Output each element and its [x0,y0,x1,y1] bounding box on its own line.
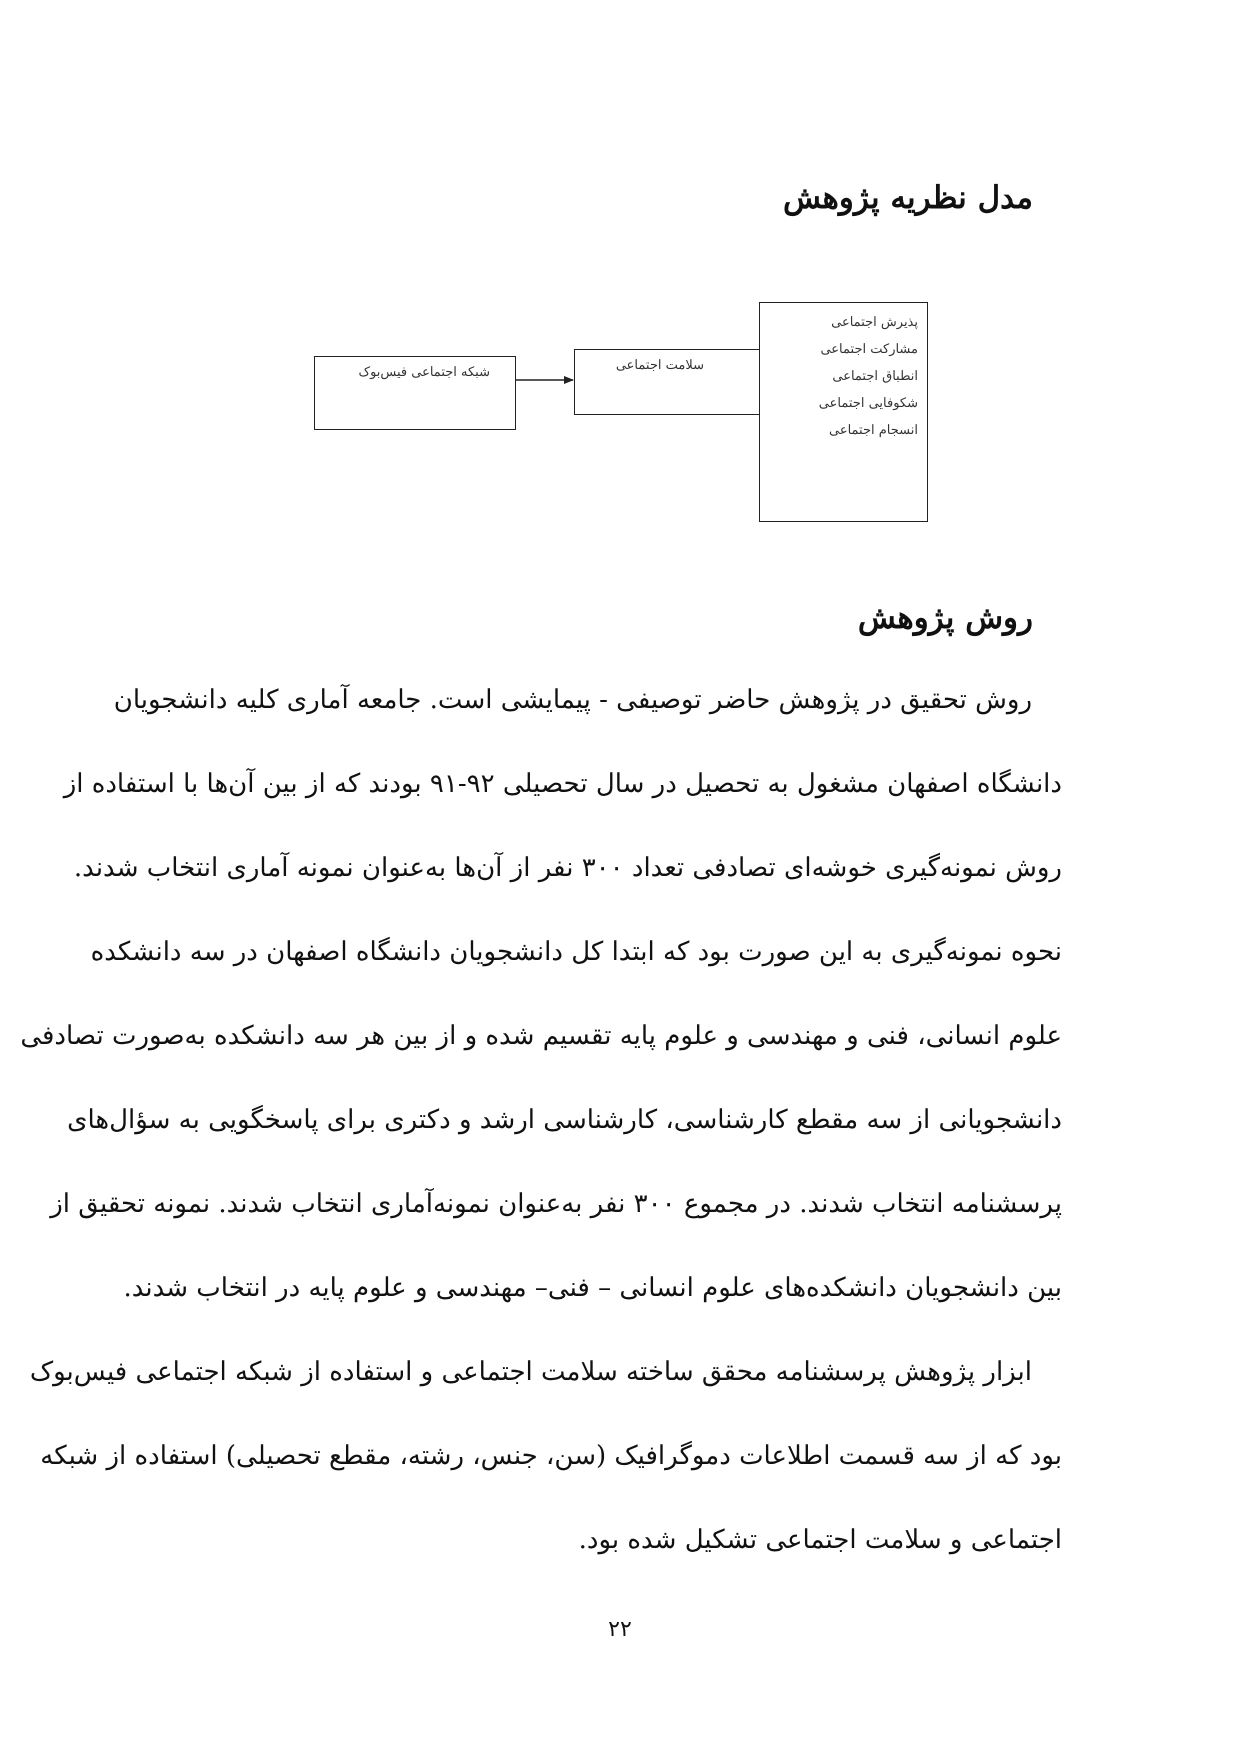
body-line: ابزار پژوهش پرسشنامه محقق ساخته سلامت اجتماعی و استفاده از شبکه اجتماعی فیس‌بوک [29,1357,1032,1387]
dimension-item: انطباق اجتماعی [832,369,918,384]
body-line: علوم انسانی، فنی و مهندسی و علوم پایه تقسیم شده و از بین هر سه دانشکده به‌صورت تصادفی [20,1021,1062,1051]
body-line: بین دانشجویان دانشکده‌های علوم انسانی – فنی– مهندسی و علوم پایه در انتخاب شدند. [123,1273,1062,1303]
body-line: دانشگاه اصفهان مشغول به تحصیل در سال تحصیلی ۹۲-۹۱ بودند که از بین آن‌ها با استفاده از [63,769,1062,799]
section-heading-research-method: روش پژوهش [857,600,1033,636]
dimension-item: انسجام اجتماعی [828,423,918,438]
social-health-label: سلامت اجتماعی [615,358,704,373]
dimension-item: مشارکت اجتماعی [820,342,918,357]
body-line: بود که از سه قسمت اطلاعات دموگرافیک (سن، جنس، رشته، مقطع تحصیلی) استفاده از شبکه [40,1441,1062,1471]
body-line: روش تحقیق در پژوهش حاضر توصیفی - پیمایشی است. جامعه آماری کلیه دانشجویان [113,685,1032,715]
section-heading-theoretical-model: مدل نظریه پژوهش [783,180,1033,216]
body-line: روش نمونه‌گیری خوشه‌ای تصادفی تعداد ۳۰۰ نفر از آن‌ها به‌عنوان نمونه آماری انتخاب شدند. [73,853,1062,883]
diagram-connectors [0,0,1240,560]
page-number: ۲۲ [608,1617,632,1642]
research-model-diagram [0,0,1240,560]
body-line: پرسشنامه انتخاب شدند. در مجموع ۳۰۰ نفر به‌عنوان نمونه‌آماری انتخاب شدند. نمونه تحقیق از [50,1189,1062,1219]
dimension-item: شکوفایی اجتماعی [818,396,918,411]
body-paragraphs [20,668,1062,1592]
social-health-dimensions-list [819,312,918,447]
body-line: اجتماعی و سلامت اجتماعی تشکیل شده بود. [578,1525,1062,1555]
facebook-network-label: شبکه اجتماعی فیس‌بوک [358,365,490,380]
body-line: دانشجویانی از سه مقطع کارشناسی، کارشناسی ارشد و دکتری برای پاسخگویی به سؤال‌های [67,1105,1062,1135]
body-line: نحوه نمونه‌گیری به این صورت بود که ابتدا کل دانشجویان دانشگاه اصفهان در سه دانشکده [90,937,1062,967]
dimension-item: پذیرش اجتماعی [831,315,918,330]
